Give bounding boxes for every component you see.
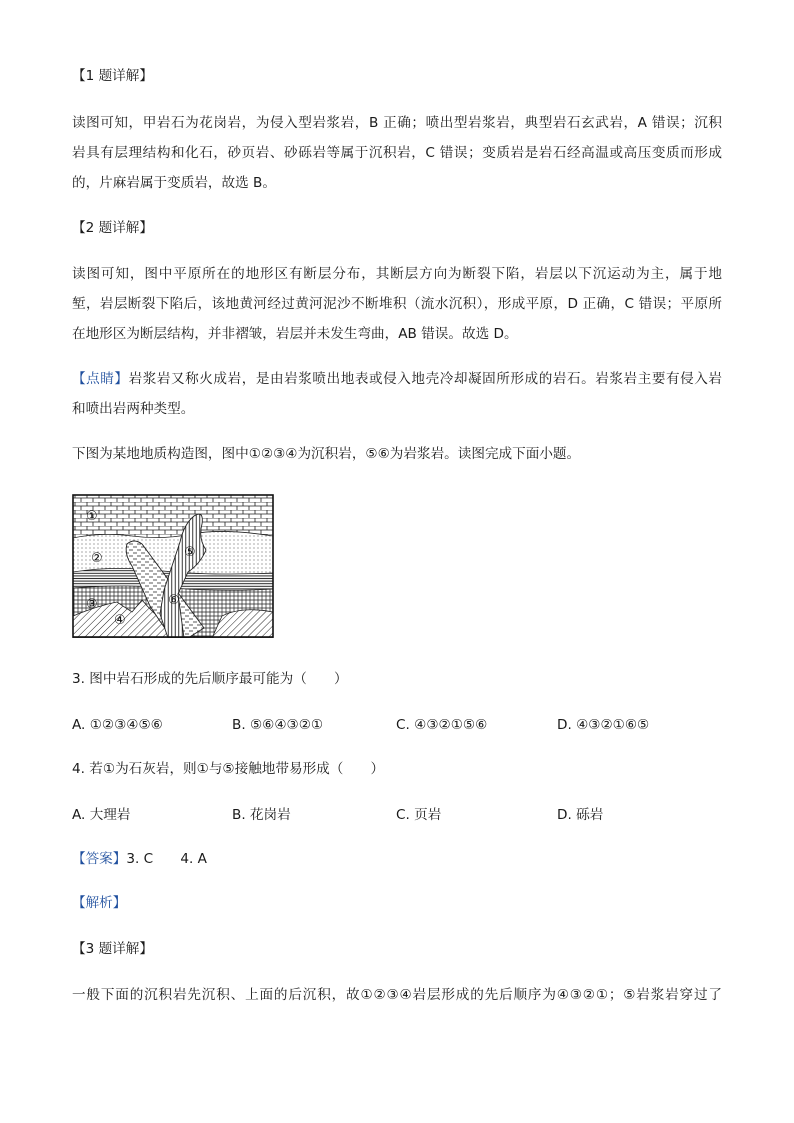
label-1: ① (86, 509, 98, 524)
answer-line (72, 849, 207, 869)
tip-text-1: 岩浆岩又称火成岩，是由岩浆喷出地表或侵入地壳冷却凝固所形成的岩石。岩浆岩主要有侵入岩 (128, 371, 723, 387)
question-4-option-d[interactable]: D. 砾岩 (557, 807, 604, 823)
intro-text: 下图为某地地质构造图，图中①②③④为沉积岩，⑤⑥为岩浆岩。读图完成下面小题。 (72, 446, 581, 462)
label-2: ② (91, 551, 103, 566)
question-3-option-c[interactable]: C. ④③②①⑤⑥ (396, 717, 488, 733)
q1-line-2: 岩具有层理结构和化石，砂页岩、砂砾岩等属于沉积岩，C 错误；变质岩是岩石经高温或高压变质而形成 (72, 145, 722, 161)
question-3-stem: 3. 图中岩石形成的先后顺序最可能为（ ） (72, 671, 348, 687)
answer-text: 3. C 4. A (126, 851, 207, 867)
analysis-label: 【解析】 (72, 895, 127, 911)
q1-line-3: 的，片麻岩属于变质岩，故选 B。 (72, 175, 276, 191)
question-4-option-b[interactable]: B. 花岗岩 (232, 807, 291, 823)
question-3-option-a[interactable]: A. ①②③④⑤⑥ (72, 717, 163, 733)
q1-line-1: 读图可知，甲岩石为花岗岩，为侵入型岩浆岩，B 正确；喷出型岩浆岩，典型岩石玄武岩，A 错误；沉积 (72, 115, 722, 131)
q3-heading: 【3 题详解】 (72, 941, 153, 957)
label-5: ⑤ (184, 545, 196, 560)
label-6: ⑥ (168, 593, 180, 608)
tip-label: 【点睛】 (72, 371, 129, 387)
question-3-option-b[interactable]: B. ⑤⑥④③②① (232, 717, 324, 733)
q2-line-2: 堑，岩层断裂下陷后，该地黄河经过黄河泥沙不断堆积（流水沉积），形成平原，D 正确，C 错误；平原所 (72, 296, 722, 312)
q2-line-1: 读图可知，图中平原所在的地形区有断层分布，其断层方向为断裂下陷，岩层以下沉运动为主，属于地 (72, 266, 722, 282)
question-3-option-d[interactable]: D. ④③②①⑥⑤ (557, 717, 650, 733)
geology-diagram (72, 494, 274, 638)
q2-line-3: 在地形区为断层结构，并非褶皱，岩层并未发生弯曲，AB 错误。故选 D。 (72, 326, 518, 342)
answer-label: 【答案】 (72, 851, 127, 867)
question-4-option-c[interactable]: C. 页岩 (396, 807, 442, 823)
tip-line-1 (72, 369, 722, 389)
q3-line-1: 一般下面的沉积岩先沉积、上面的后沉积，故①②③④岩层形成的先后顺序为④③②①；⑤岩浆岩穿过了 (72, 987, 722, 1003)
label-4: ④ (114, 613, 126, 628)
q2-heading: 【2 题详解】 (72, 220, 153, 236)
question-4-stem: 4. 若①为石灰岩，则①与⑤接触地带易形成（ ） (72, 761, 385, 777)
question-4-option-a[interactable]: A. 大理岩 (72, 807, 131, 823)
q1-heading: 【1 题详解】 (72, 68, 153, 84)
tip-line-2: 和喷出岩两种类型。 (72, 401, 195, 417)
label-3: ③ (86, 597, 98, 612)
